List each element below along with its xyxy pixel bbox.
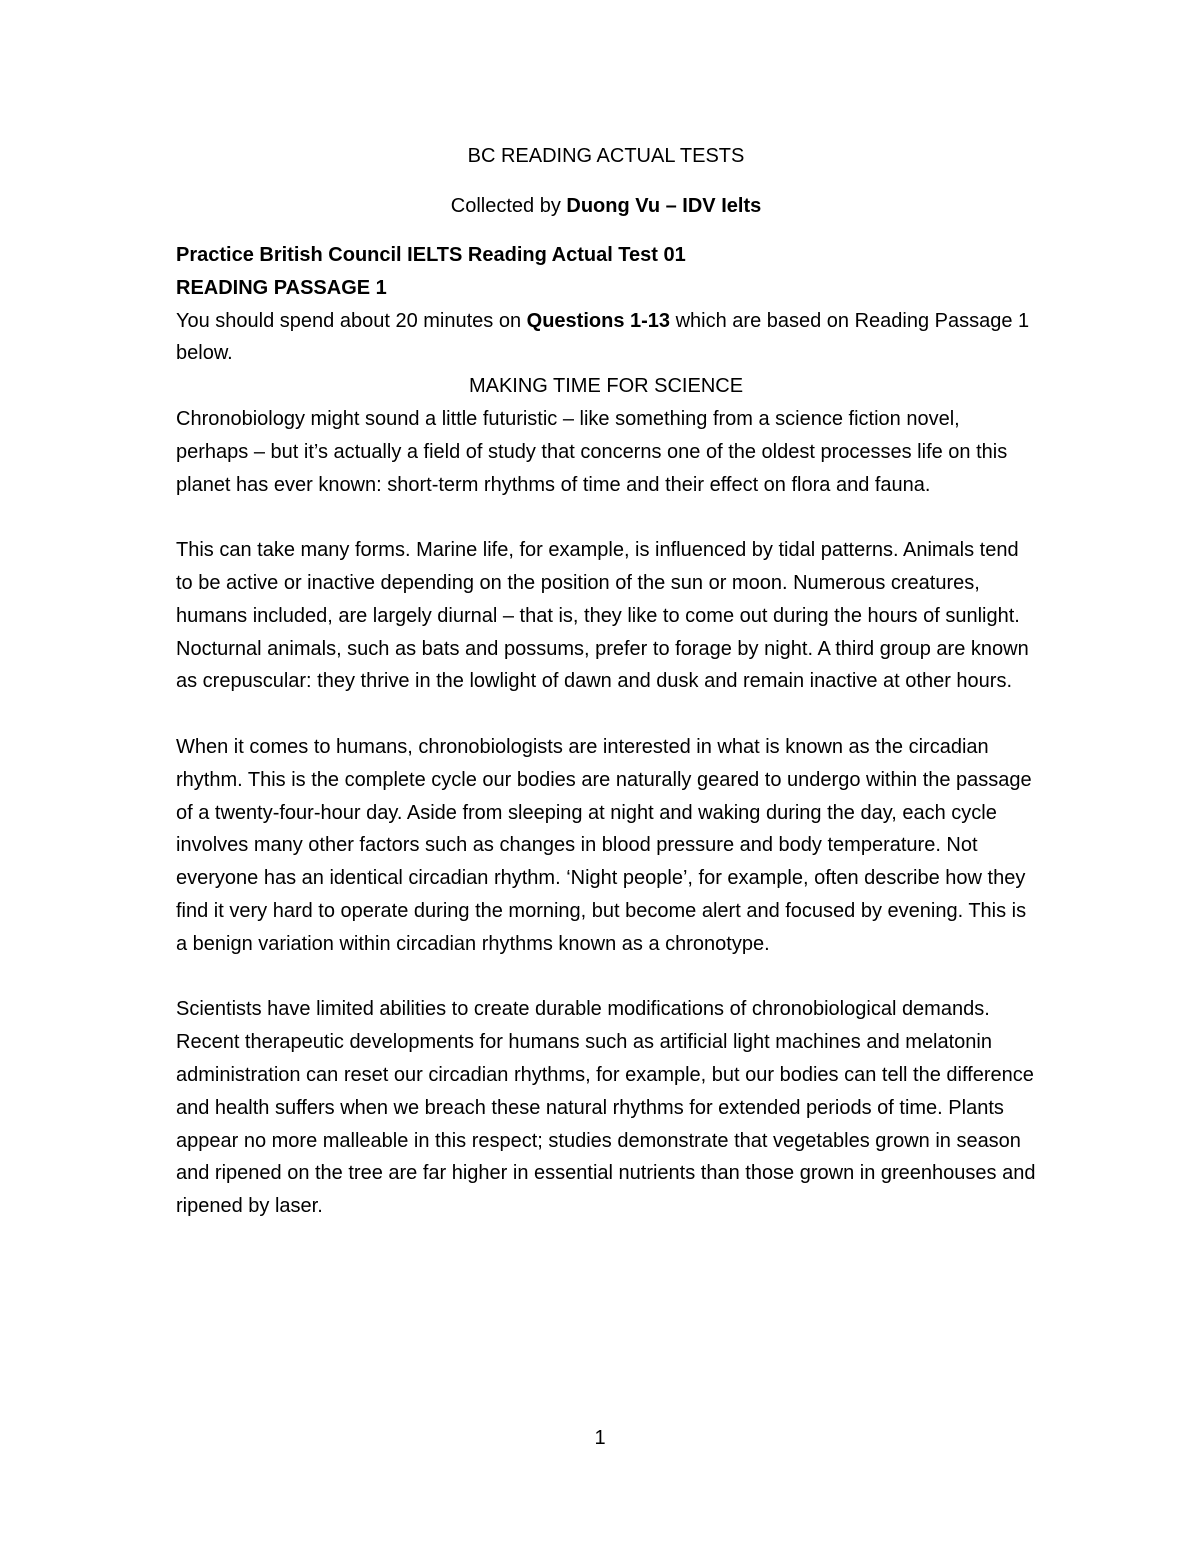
passage-paragraph-2: This can take many forms. Marine life, for example, is influenced by tidal patterns. Animals tend to be active or inactive depending on the position of the sun or moon. Numerous creatures, humans included, are largely diurnal – that is, they like to come out during the hours of sunlight. Nocturnal animals, such as bats and possums, prefer to forage by night. A third group are known as crepuscular: they thrive in the lowlight of dawn and dusk and remain inactive at other hours. bbox=[176, 539, 1029, 693]
instruction-questions: Questions 1-13 bbox=[526, 309, 671, 332]
collected-by-line bbox=[176, 190, 1036, 224]
collected-by-author: Duong Vu – IDV Ielts bbox=[566, 195, 762, 217]
instruction-suffix: which are based on Reading Passage 1 below. bbox=[176, 309, 1030, 365]
page-content bbox=[176, 140, 1036, 1223]
passage-title: MAKING TIME FOR SCIENCE bbox=[468, 375, 744, 398]
test-title: Practice British Council IELTS Reading Actual Test 01 bbox=[176, 244, 686, 266]
page-number: 1 bbox=[594, 1427, 606, 1449]
document-title: BC READING ACTUAL TESTS bbox=[467, 145, 745, 167]
passage-label: READING PASSAGE 1 bbox=[176, 276, 387, 299]
passage-paragraph-3: When it comes to humans, chronobiologists are interested in what is known as the circadian rhythm. This is the complete cycle our bodies are naturally geared to undergo within the passage of a twenty-four-hour day. Aside from sleeping at night and waking during the day, each cycle involves many other factors such as changes in blood pressure and body temperature. Not everyone has an identical circadian rhythm. ‘Night people’, for example, often describe how they find it very hard to operate during the morning, but become alert and focused by evening. This is a benign variation within circadian rhythms known as a chronotype. bbox=[176, 735, 1032, 955]
passage-paragraph-1: Chronobiology might sound a little futuristic – like something from a science fiction novel, perhaps – but it’s actually a field of study that concerns one of the oldest processes life on this planet has ever known: short-term rhythms of time and their effect on flora and fauna. bbox=[176, 407, 1008, 496]
passage-paragraph-4: Scientists have limited abilities to create durable modifications of chronobiological demands. Recent therapeutic developments for humans such as artificial light machines and melatonin administration can reset our circadian rhythms, for example, but our bodies can tell the difference and health suffers when we breach these natural rhythms for extended periods of time. Plants appear no more malleable in this respect; studies demonstrate that vegetables grown in season and ripened on the tree are far higher in essential nutrients than those grown in greenhouses and ripened by laser. bbox=[176, 998, 1036, 1218]
instruction-prefix: You should spend about 20 minutes on bbox=[176, 309, 527, 332]
collected-by-prefix: Collected by bbox=[450, 195, 567, 217]
instruction-text bbox=[176, 305, 1036, 371]
